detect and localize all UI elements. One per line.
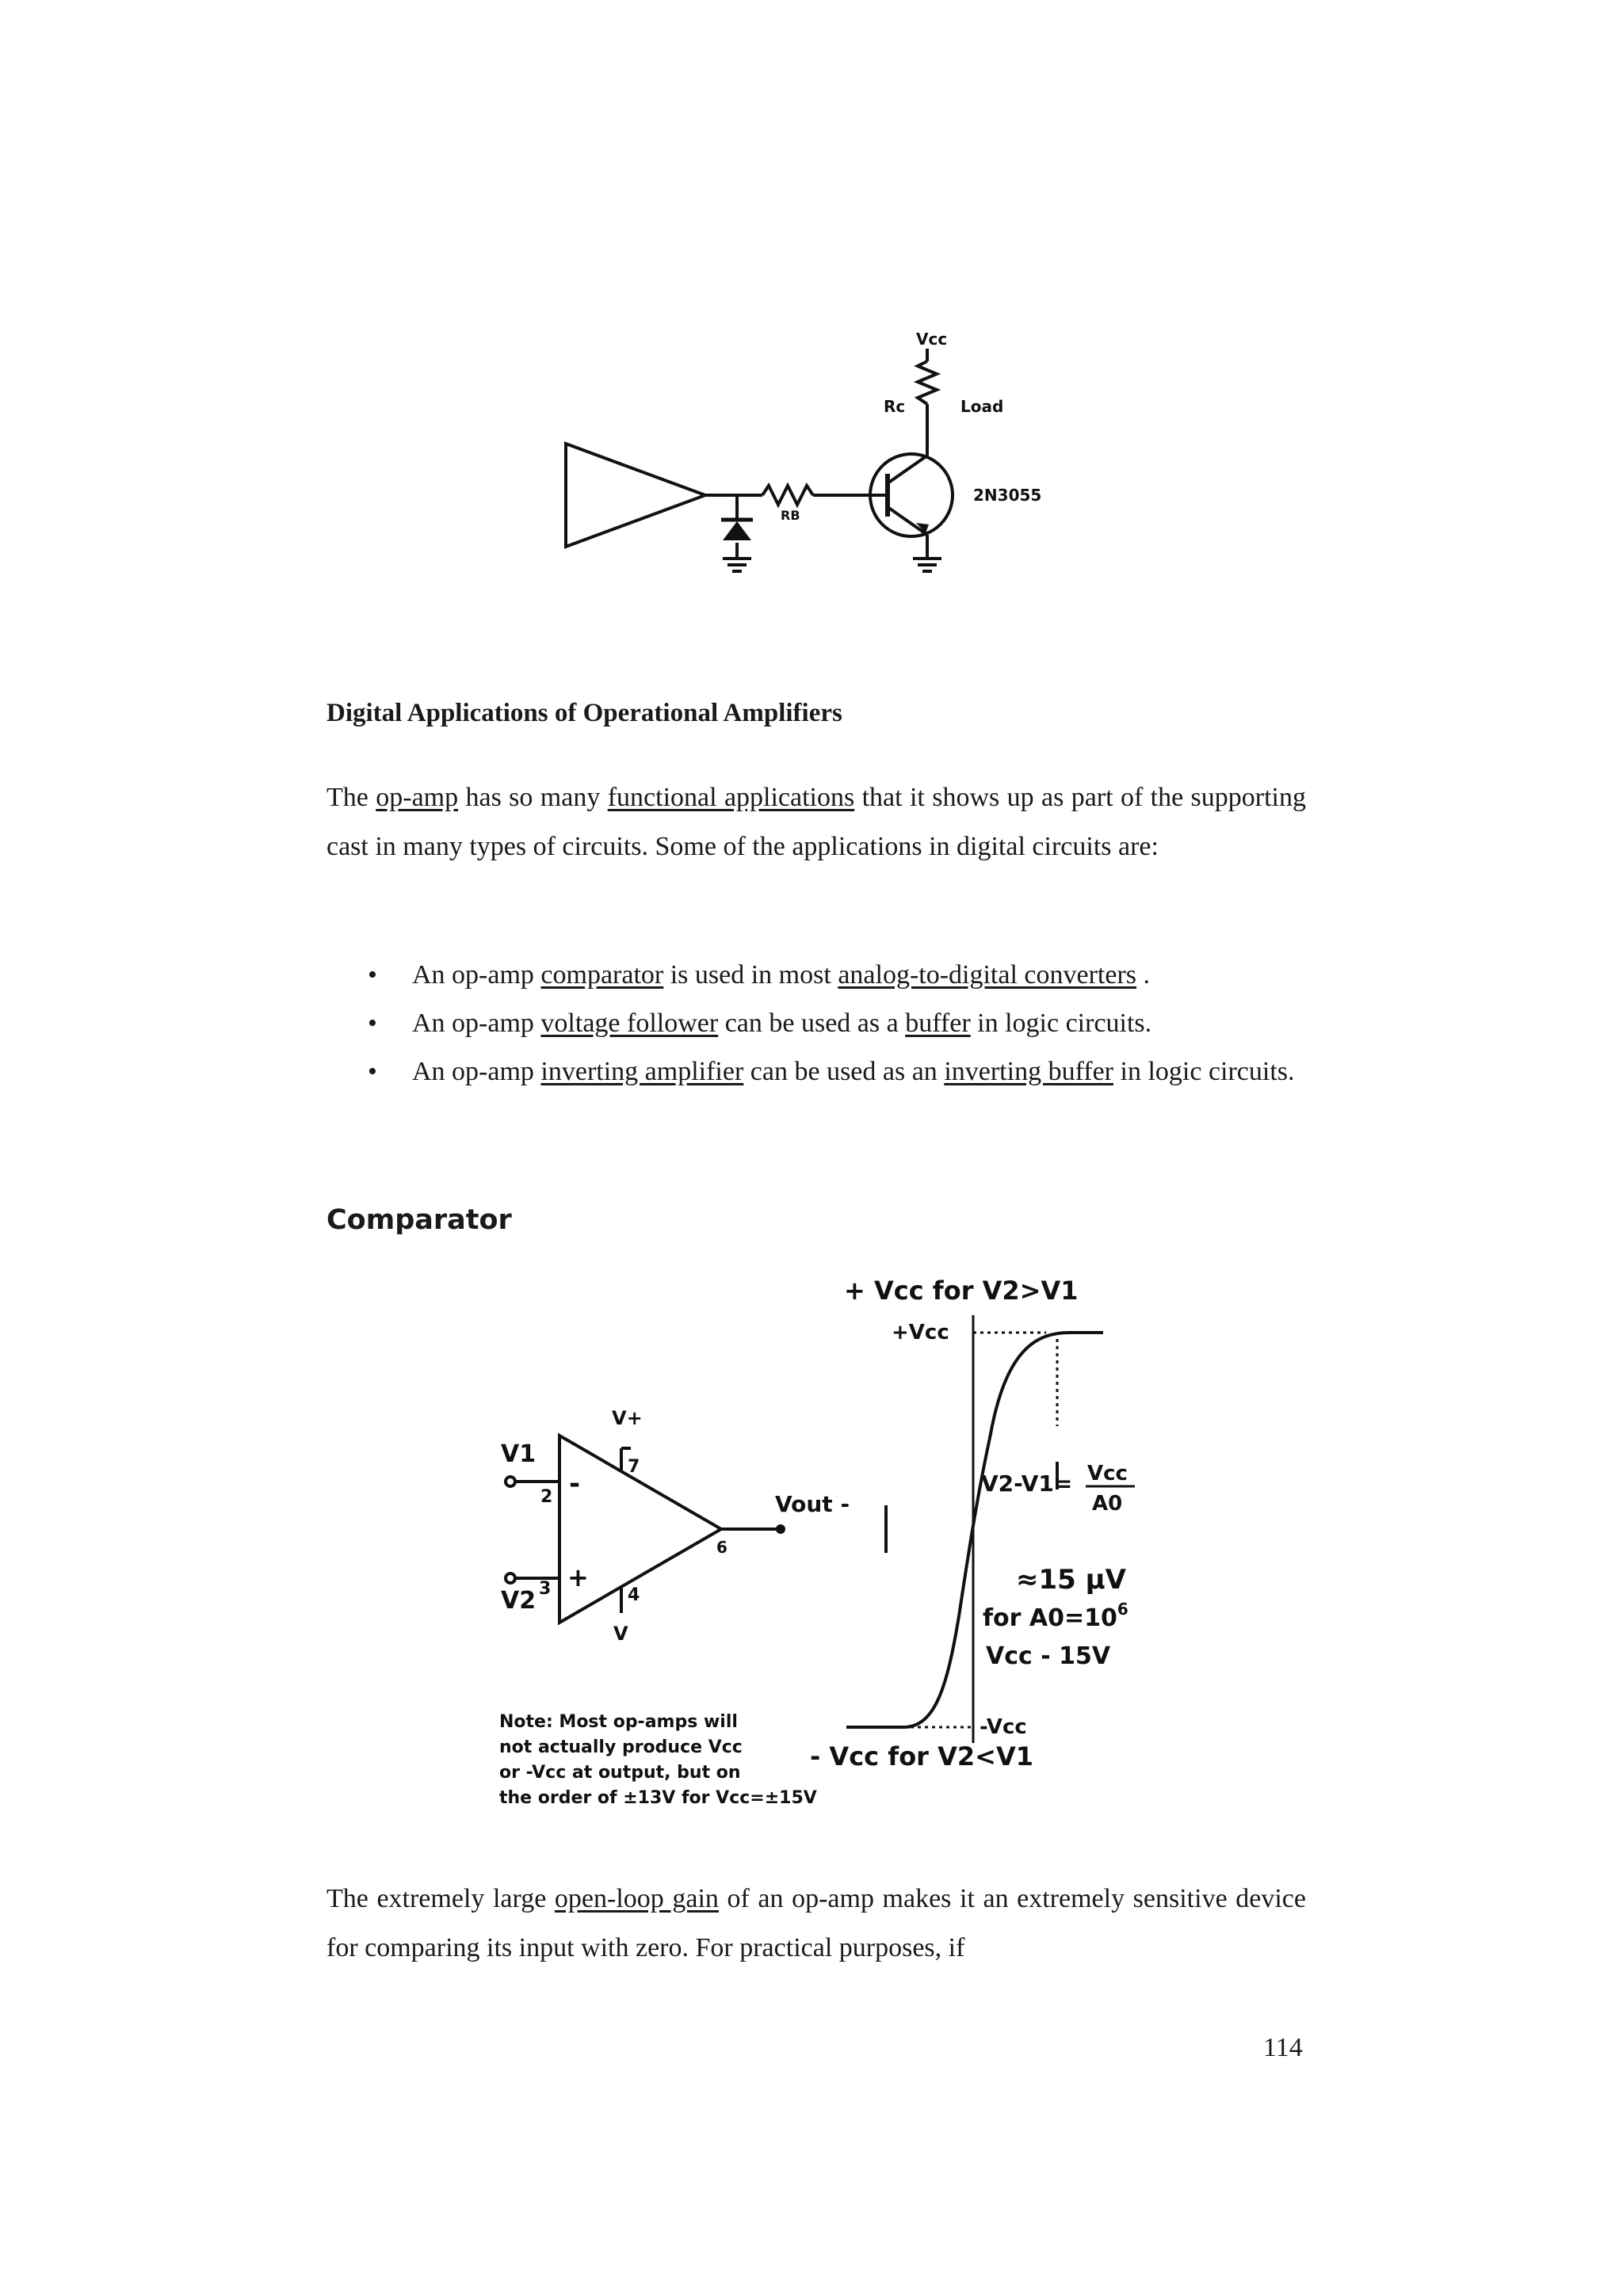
a0-label: for $A0=10^6$ bbox=[983, 1600, 1128, 1632]
pin2-label: 2 bbox=[540, 1487, 553, 1507]
transistor-label: 2N3055 bbox=[973, 486, 1042, 505]
approx-label: ≈15 µV bbox=[1016, 1564, 1126, 1596]
bullet-icon: • bbox=[368, 1057, 377, 1086]
rc-resistor bbox=[918, 361, 937, 404]
op-amp-link[interactable]: op-amp bbox=[376, 783, 459, 812]
opamp-triangle bbox=[566, 444, 705, 547]
vout-label: Vout - bbox=[775, 1491, 850, 1517]
difference-equation: V2-V1= bbox=[981, 1470, 1073, 1497]
closing-paragraph: The extremely large open-loop gain of an op-amp makes it an extremely sensitive device for comparing its input with zero. For practical purposes, if bbox=[327, 1884, 1306, 1962]
plus-input-label: + bbox=[567, 1562, 589, 1592]
pin3-label: 3 bbox=[539, 1579, 552, 1599]
transistor-driver-diagram bbox=[547, 325, 1078, 586]
comparator-opamp-triangle bbox=[559, 1436, 721, 1623]
intro-paragraph: The op-amp has so many functional applications that it shows up as part of the supporting cast in many types of circuits. Some of the applications in digital circuits are: bbox=[327, 783, 1307, 861]
note-line: Note: Most op-amps will bbox=[499, 1712, 738, 1732]
page-number: 114 bbox=[1263, 2033, 1303, 2062]
pin7-label: 7 bbox=[628, 1457, 640, 1477]
inverting-amplifier-link[interactable]: inverting amplifier bbox=[540, 1057, 744, 1086]
note-line: not actually produce Vcc bbox=[499, 1737, 743, 1757]
comparator-diagram bbox=[491, 1268, 1157, 1838]
vcc-label: Vcc bbox=[916, 330, 948, 349]
diode-symbol bbox=[723, 521, 751, 540]
vcc-15-label: Vcc - 15V bbox=[986, 1642, 1111, 1670]
v2-label: V2 bbox=[501, 1587, 537, 1615]
functional-applications-link[interactable]: functional applications bbox=[607, 783, 855, 812]
rb-resistor bbox=[762, 486, 813, 505]
minus-vcc-label: -Vcc bbox=[980, 1715, 1027, 1739]
load-label: Load bbox=[960, 397, 1004, 416]
pin4-label: 4 bbox=[628, 1585, 640, 1605]
list-item: • An op-amp inverting amplifier can be used as an inverting buffer in logic circuits. bbox=[327, 1047, 1306, 1096]
plus-vcc-label: +Vcc bbox=[892, 1321, 949, 1344]
note-line: or -Vcc at output, but on bbox=[499, 1763, 741, 1783]
bottom-condition-label: - Vcc for V2<V1 bbox=[810, 1741, 1033, 1772]
list-item: • An op-amp comparator is used in most analog-to-digital converters . bbox=[327, 951, 1306, 999]
v-plus-label: V+ bbox=[612, 1407, 643, 1429]
pin6-label: 6 bbox=[716, 1538, 727, 1557]
bullet-icon: • bbox=[368, 960, 377, 990]
rc-label: Rc bbox=[884, 397, 906, 416]
adc-link[interactable]: analog-to-digital converters bbox=[838, 960, 1137, 990]
inverting-buffer-link[interactable]: inverting buffer bbox=[944, 1057, 1114, 1086]
comparator-heading: Comparator bbox=[327, 1204, 512, 1236]
list-item: • An op-amp voltage follower can be used as a buffer in logic circuits. bbox=[327, 999, 1306, 1047]
v1-label: V1 bbox=[501, 1440, 537, 1468]
buffer-link[interactable]: buffer bbox=[905, 1009, 971, 1038]
open-loop-gain-link[interactable]: open-loop gain bbox=[554, 1884, 719, 1913]
rb-label: RB bbox=[781, 508, 800, 523]
note-line: the order of ±13V for Vcc=±15V bbox=[499, 1788, 817, 1808]
comparator-link[interactable]: comparator bbox=[540, 960, 664, 990]
top-condition-label: + Vcc for V2>V1 bbox=[844, 1276, 1079, 1306]
applications-list bbox=[327, 951, 1306, 1096]
ratio-numerator: Vcc bbox=[1087, 1462, 1128, 1486]
bullet-icon: • bbox=[368, 1009, 377, 1038]
voltage-follower-link[interactable]: voltage follower bbox=[540, 1009, 719, 1038]
v-minus-label: V bbox=[613, 1623, 628, 1645]
ratio-denominator: A0 bbox=[1092, 1492, 1123, 1516]
minus-input-label: - bbox=[569, 1468, 581, 1500]
section-heading: Digital Applications of Operational Amplifiers bbox=[327, 699, 842, 727]
